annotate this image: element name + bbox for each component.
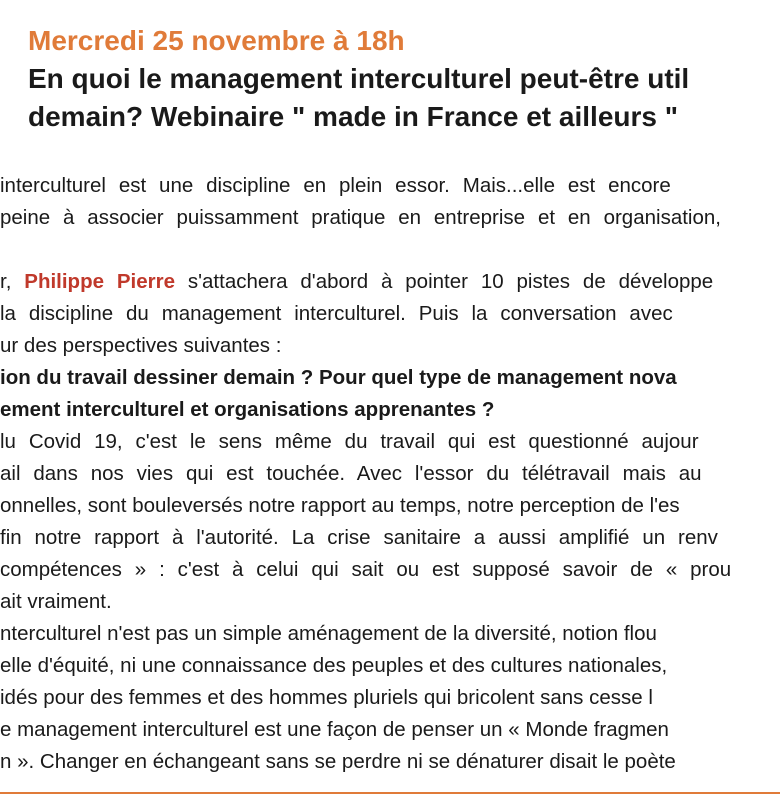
- paragraph-2-line-2: la discipline du management interculturel. Puis la conversation avec: [0, 302, 673, 325]
- paragraph-1-line-1: interculturel est une discipline en plein essor. Mais...elle est encore: [0, 174, 671, 197]
- paragraph-gap: [0, 234, 780, 266]
- event-description: [0, 170, 780, 778]
- paragraph-1-line-2: peine à associer puissamment pratique en entreprise et en organisation,: [0, 206, 721, 229]
- section-divider: [0, 792, 780, 794]
- event-title-line-2: demain? Webinaire " made in France et ailleurs ": [28, 101, 679, 132]
- paragraph-3-line-1: lu Covid 19, c'est le sens même du travail qui est questionné aujour: [0, 430, 699, 453]
- question-line-1: ion du travail dessiner demain ? Pour quel type de management nova: [0, 366, 677, 389]
- event-date: Mercredi 25 novembre à 18h: [28, 25, 405, 56]
- question-line-2: ement interculturel et organisations apprenantes ?: [0, 398, 495, 421]
- paragraph-4-line-4: e management interculturel est une façon de penser un « Monde fragmen: [0, 718, 669, 741]
- event-header: [28, 22, 780, 136]
- paragraph-3-line-3: onnelles, sont bouleversés notre rapport au temps, notre perception de l'es: [0, 494, 680, 517]
- paragraph-4-line-5: n ». Changer en échangeant sans se perdre ni se dénaturer disait le poète: [0, 750, 676, 773]
- paragraph-3-line-4: fin notre rapport à l'autorité. La crise sanitaire a aussi amplifié un renv: [0, 526, 718, 549]
- paragraph-4-line-3: idés pour des femmes et des hommes pluriels qui bricolent sans cesse l: [0, 686, 653, 709]
- speaker-name: Philippe Pierre: [24, 270, 175, 293]
- paragraph-3-line-2: ail dans nos vies qui est touchée. Avec l'essor du télétravail mais au: [0, 462, 702, 485]
- paragraph-3-line-6: ait vraiment.: [0, 590, 112, 613]
- event-title-line-1: En quoi le management interculturel peut-être util: [28, 63, 690, 94]
- paragraph-2-line-3: ur des perspectives suivantes :: [0, 334, 282, 357]
- paragraph-2-prefix: r,: [0, 270, 25, 293]
- paragraph-4-line-1: nterculturel n'est pas un simple aménagement de la diversité, notion flou: [0, 622, 657, 645]
- paragraph-2-line-1: [0, 266, 780, 298]
- event-title: [28, 60, 780, 136]
- paragraph-3-line-5: compétences » : c'est à celui qui sait ou est supposé savoir de « prou: [0, 558, 732, 581]
- paragraph-4-line-2: elle d'équité, ni une connaissance des peuples et des cultures nationales,: [0, 654, 668, 677]
- paragraph-2-suffix: s'attachera d'abord à pointer 10 pistes de développe: [175, 270, 714, 293]
